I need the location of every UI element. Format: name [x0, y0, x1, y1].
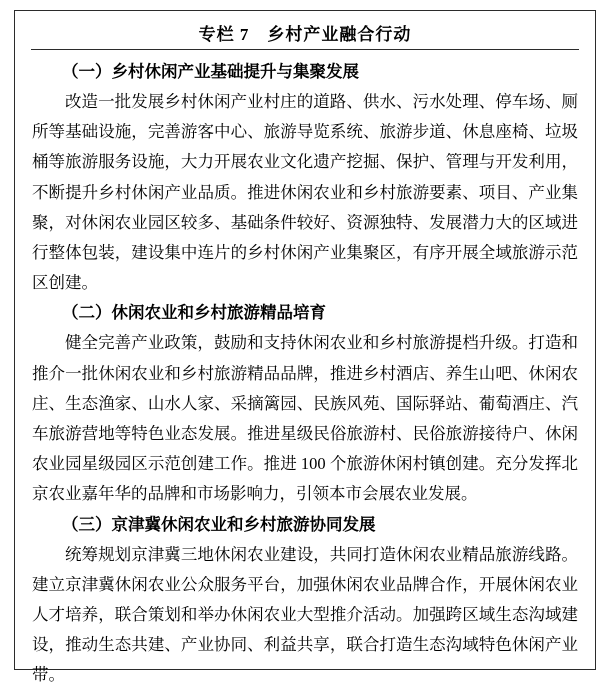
feature-box — [14, 10, 596, 685]
section-heading-2: （二）休闲农业和乡村旅游精品培育 — [62, 303, 326, 323]
section-paragraph-1: 改造一批发展乡村休闲产业村庄的道路、供水、污水处理、停车场、厕所等基础设施，完善游客中心、旅游导览系统、旅游步道、休息座椅、垃圾桶等旅游服务设施，大力开展农业文化遗产挖掘、保护、管理与开发利用，不断提升乡村休闲产业品质。推进休闲农业和乡村旅游要素、项目、产业集聚，对休闲农业园区较多、基础条件较好、资源独特、发展潜力大的区域进行整体包装，建设集中连片的乡村休闲产业集聚区，有序开展全域旅游示范区创建。 — [32, 92, 578, 293]
box-title-name: 乡村产业融合行动 — [267, 25, 412, 44]
section-heading-3: （三）京津冀休闲农业和乡村旅游协同发展 — [62, 514, 376, 534]
section-paragraph-3: 统筹规划京津冀三地休闲农业建设，共同打造休闲农业精品旅游线路。建立京津冀休闲农业公众服务平台，加强休闲农业品牌合作，开展休闲农业人才培养，联合策划和举办休闲农业大型推介活动。加强跨区域生态沟域建设，推动生态共建、产业协同、利益共享，联合打造生态沟域特色休闲产业带。 — [32, 544, 578, 685]
section-paragraph-2: 健全完善产业政策，鼓励和支持休闲农业和乡村旅游提档升级。打造和推介一批休闲农业和乡村旅游精品品牌，推进乡村酒店、养生山吧、休闲农庄、生态渔家、山水人家、采摘篱园、民族风苑、国际驿站、葡萄酒庄、汽车旅游营地等特色业态发展。推进星级民俗旅游村、民俗旅游接待户、休闲农业园星级园区示范创建工作。推进 100 个旅游休闲村镇创建。充分发挥北京农业嘉年华的品牌和市场影响力，引领本市会展农业发展。 — [32, 333, 578, 504]
box-header — [15, 11, 595, 49]
box-content — [15, 51, 595, 691]
section-heading-1: （一）乡村休闲产业基础提升与集聚发展 — [62, 62, 359, 81]
box-title-label: 专栏 7 — [198, 25, 250, 44]
title-divider — [31, 49, 579, 50]
box-title — [31, 21, 579, 49]
